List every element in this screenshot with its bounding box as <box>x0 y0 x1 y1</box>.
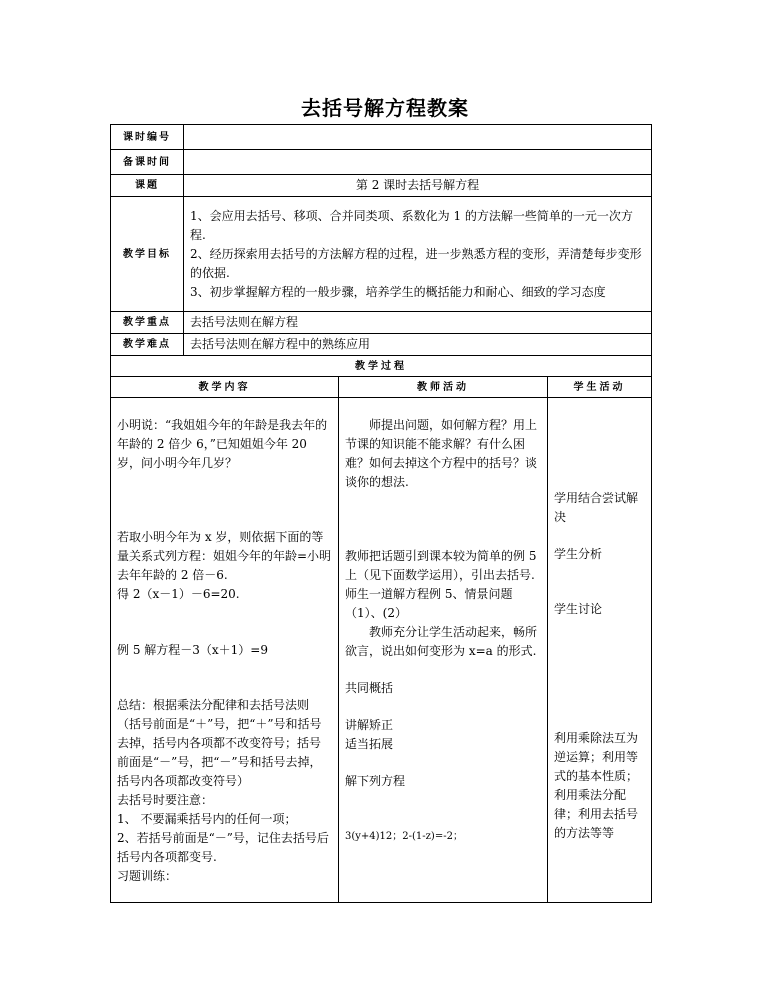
content-paragraph: 去括号时要注意： <box>117 793 214 807</box>
content-paragraph: 1、 不要漏乘括号内的任何一项； <box>117 812 297 826</box>
content-paragraph: 总结：根据乘法分配律和去括号法则（括号前面是“＋”号，把“＋”号和括号去掉，括号内各项都不改变符号；括号前面是“－”号，把“－”号和括号去掉，括号内各项都改变符号） <box>117 698 322 788</box>
teacher-paragraph: 教师把话题引到课本较为简单的例 5 上（见下面数学运用），引出去括号. <box>345 549 537 582</box>
topic-value: 第 2 课时去括号解方程 <box>184 175 652 197</box>
prep-time-value <box>184 150 652 175</box>
row-goals <box>111 197 652 312</box>
row-key-point <box>111 312 652 334</box>
goals-label: 教学目标 <box>111 197 184 312</box>
teacher-paragraph: 共同概括 <box>345 681 394 695</box>
student-paragraph: 利用乘除法互为逆运算；利用等式的基本性质；利用乘法分配律；利用去括号的方法等等 <box>554 731 639 840</box>
difficulty-label: 教学难点 <box>111 334 184 356</box>
process-heading: 教学过程 <box>111 356 652 377</box>
content-paragraph: 得 2（x－1）－6=20. <box>117 587 240 601</box>
row-prep-time <box>111 150 652 175</box>
prep-time-label: 备课时间 <box>111 150 184 175</box>
goal-item: 1、会应用去括号、移项、合并同类项、系数化为 1 的方法解一些简单的一元一次方程. <box>190 208 633 242</box>
teacher-paragraph: 解下列方程 <box>345 774 406 788</box>
page-title: 去括号解方程教案 <box>301 96 469 120</box>
row-column-headers <box>111 377 652 398</box>
student-cell <box>548 398 652 903</box>
difficulty-value: 去括号法则在解方程中的熟练应用 <box>184 334 652 356</box>
col-header-student: 学生活动 <box>548 377 652 398</box>
row-topic <box>111 175 652 197</box>
col-header-teacher: 教师活动 <box>339 377 548 398</box>
lesson-no-label: 课时编号 <box>111 125 184 150</box>
teacher-paragraph: 3(y+4)12；2-(1-z)=-2； <box>345 831 463 842</box>
key-point-value: 去括号法则在解方程 <box>184 312 652 334</box>
content-paragraph: 若取小明今年为 x 岁，则依据下面的等量关系式列方程：姐姐今年的年龄=小明去年年龄的 2 倍－6. <box>117 530 332 582</box>
content-paragraph: 2、若括号前面是“－”号，记住去括号后括号内各项都变号. <box>117 831 329 864</box>
content-cell <box>111 398 339 903</box>
teacher-paragraph: 师生一道解方程例 5、情景问题（1）、(2） <box>345 587 513 620</box>
student-paragraph: 学生分析 <box>554 547 603 561</box>
topic-label: 课题 <box>111 175 184 197</box>
goal-item: 2、经历探索用去括号的方法解方程的过程，进一步熟悉方程的变形，弄清楚每步变形的依据. <box>190 246 642 280</box>
teacher-paragraph: 师提出问题，如何解方程？用上节课的知识能不能求解？有什么困难？如何去掉这个方程中的括号？谈谈你的想法. <box>345 418 538 489</box>
content-paragraph: 习题训练： <box>117 869 178 883</box>
teacher-paragraph: 适当拓展 <box>345 737 394 751</box>
lesson-plan-table <box>110 124 652 903</box>
teacher-cell <box>339 398 548 903</box>
goals-cell <box>184 197 652 312</box>
teacher-paragraph: 讲解矫正 <box>345 718 394 732</box>
goal-item: 3、初步掌握解方程的一般步骤，培养学生的概括能力和耐心、细致的学习态度 <box>190 284 606 299</box>
row-process-body <box>111 398 652 903</box>
col-header-content: 教学内容 <box>111 377 339 398</box>
row-lesson-no <box>111 125 652 150</box>
lesson-no-value <box>184 125 652 150</box>
content-paragraph: 例 5 解方程－3（x＋1）=9 <box>117 643 268 657</box>
row-process-heading <box>111 356 652 377</box>
key-point-label: 教学重点 <box>111 312 184 334</box>
student-paragraph: 学用结合尝试解决 <box>554 491 639 524</box>
content-paragraph: 小明说：“我姐姐今年的年龄是我去年的年龄的 2 倍少 6，”已知姐姐今年 20 岁，问小明今年几岁？ <box>117 418 328 470</box>
row-difficulty <box>111 334 652 356</box>
teacher-paragraph: 教师充分让学生活动起来，畅所欲言，说出如何变形为 x=a 的形式. <box>345 625 538 658</box>
student-paragraph: 学生讨论 <box>554 602 603 616</box>
